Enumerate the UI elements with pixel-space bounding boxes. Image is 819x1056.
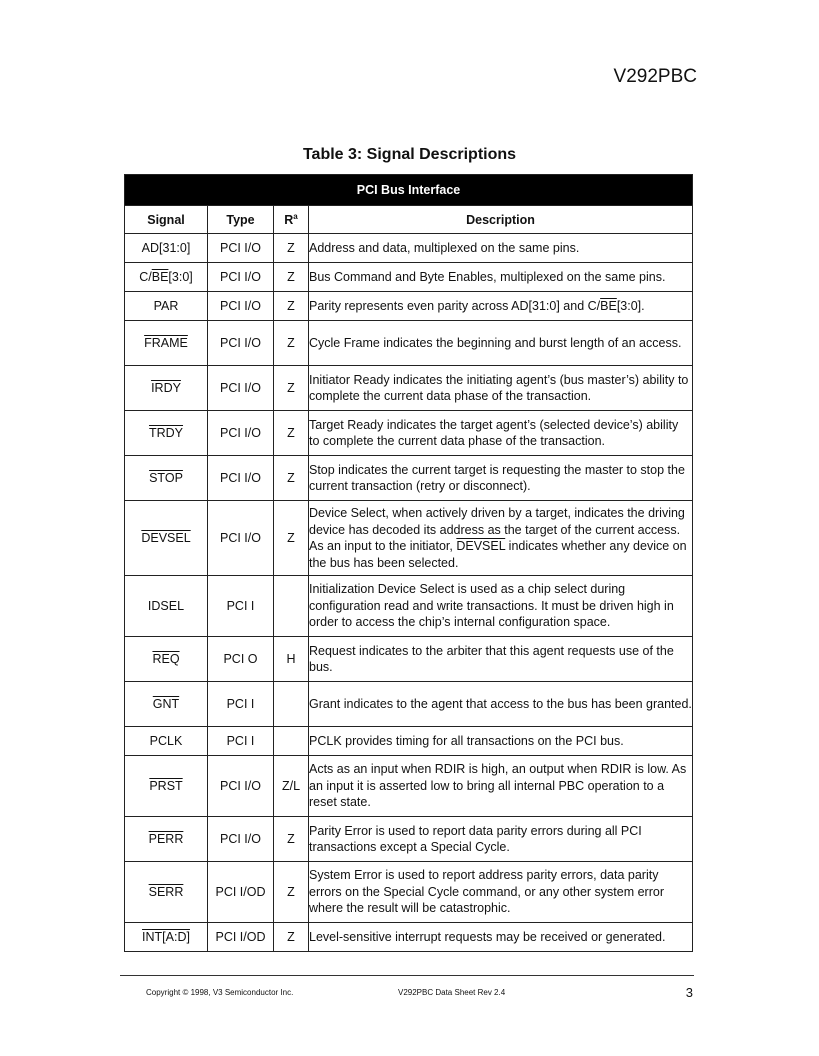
type-cell: PCI I xyxy=(208,576,274,637)
description-cell xyxy=(309,292,693,321)
signal-cell xyxy=(125,263,208,292)
type-cell: PCI I xyxy=(208,727,274,756)
description-cell: PCLK provides timing for all transactions on the PCI bus. xyxy=(309,727,693,756)
signal-table xyxy=(124,174,693,952)
description-cell: Request indicates to the arbiter that this agent requests use of the bus. xyxy=(309,637,693,682)
signal-name: $\overline{REQ}$ xyxy=(152,652,180,666)
r-cell: Z xyxy=(274,234,309,263)
table-row xyxy=(125,501,693,576)
page-number: 3 xyxy=(685,985,693,1000)
signal-cell xyxy=(125,411,208,456)
col-header-r xyxy=(274,206,309,234)
table-row xyxy=(125,234,693,263)
signal-prefix: C/ xyxy=(139,270,152,284)
table-row xyxy=(125,727,693,756)
type-cell: PCI I/OD xyxy=(208,862,274,923)
type-cell: PCI I/O xyxy=(208,292,274,321)
description-cell: Parity Error is used to report data parity errors during all PCI transactions except a Special Cycle. xyxy=(309,817,693,862)
r-cell: Z xyxy=(274,456,309,501)
signal-cell: IDSEL xyxy=(125,576,208,637)
signal-name: PERR xyxy=(148,832,184,846)
description-cell: Acts as an input when RDIR is high, an output when RDIR is low. As an input it is asserted low to bring all internal PBC operation to a reset state. xyxy=(309,756,693,817)
description-cell: Bus Command and Byte Enables, multiplexed on the same pins. xyxy=(309,263,693,292)
r-cell: Z xyxy=(274,862,309,923)
table-row xyxy=(125,292,693,321)
signal-name: $\overline{GNT}$ xyxy=(152,697,180,711)
description-cell: Address and data, multiplexed on the same pins. xyxy=(309,234,693,263)
signal-cell: PAR xyxy=(125,292,208,321)
col-header-r-text: R xyxy=(284,213,294,228)
r-cell xyxy=(274,682,309,727)
signal-suffix: [3:0] xyxy=(168,270,193,284)
r-cell xyxy=(274,727,309,756)
description-cell: Grant indicates to the agent that access to the bus has been granted. xyxy=(309,682,693,727)
table-row xyxy=(125,576,693,637)
table-row xyxy=(125,456,693,501)
signal-cell xyxy=(125,682,208,727)
table-row xyxy=(125,756,693,817)
description-prefix: Parity represents even parity across AD[31:0] and C/ xyxy=(309,298,601,313)
description-cell: Cycle Frame indicates the beginning and burst length of an access. xyxy=(309,321,693,366)
type-cell: PCI O xyxy=(208,637,274,682)
r-cell: Z xyxy=(274,321,309,366)
type-cell: PCI I/O xyxy=(208,501,274,576)
type-cell: PCI I/O xyxy=(208,234,274,263)
description-suffix: [3:0]. xyxy=(616,298,645,313)
signal-cell: AD[31:0] xyxy=(125,234,208,263)
description-cell: Initiator Ready indicates the initiating agent’s (bus master’s) ability to complete the current data phase of the transaction. xyxy=(309,366,693,411)
type-cell: PCI I xyxy=(208,682,274,727)
r-cell xyxy=(274,576,309,637)
signal-cell xyxy=(125,321,208,366)
table-row xyxy=(125,817,693,862)
signal-name: INT[A:D] xyxy=(142,930,190,944)
signal-cell: PCLK xyxy=(125,727,208,756)
signal-name: FRAME xyxy=(144,336,188,350)
signal-cell xyxy=(125,817,208,862)
type-cell: PCI I/O xyxy=(208,321,274,366)
type-cell: PCI I/O xyxy=(208,411,274,456)
col-header-signal: Signal xyxy=(125,206,208,234)
table-header-row xyxy=(125,206,693,234)
r-cell: Z xyxy=(274,263,309,292)
table-title: Table 3: Signal Descriptions xyxy=(302,146,517,163)
signal-name: IRDY xyxy=(151,381,181,395)
signal-cell xyxy=(125,501,208,576)
r-cell: Z xyxy=(274,817,309,862)
active-low-part: DEVSEL xyxy=(456,539,506,553)
table-banner: PCI Bus Interface xyxy=(125,175,693,206)
signal-cell xyxy=(125,637,208,682)
col-header-type: Type xyxy=(208,206,274,234)
footer-sheet-info: V292PBC Data Sheet Rev 2.4 xyxy=(398,988,506,997)
type-cell: PCI I/O xyxy=(208,456,274,501)
table-row xyxy=(125,862,693,923)
signal-name: PRST xyxy=(149,779,183,793)
table-row xyxy=(125,411,693,456)
active-low-part: $\overline{BE}$ xyxy=(600,298,617,313)
footer-copyright: Copyright © 1998, V3 Semiconductor Inc. xyxy=(146,988,294,997)
signal-cell xyxy=(125,862,208,923)
table-row xyxy=(125,263,693,292)
col-header-description: Description xyxy=(309,206,693,234)
signal-cell xyxy=(125,366,208,411)
active-low-part: $\overline{BE}$ xyxy=(151,270,169,284)
type-cell: PCI I/O xyxy=(208,263,274,292)
signal-name: STOP xyxy=(149,471,183,485)
signal-cell xyxy=(125,923,208,952)
col-header-r-footnote: a xyxy=(293,211,298,221)
type-cell: PCI I/O xyxy=(208,817,274,862)
signal-name: DEVSEL xyxy=(141,531,191,545)
description-suffix: indicates whether any device on the bus has been selected. xyxy=(309,539,687,570)
r-cell: Z xyxy=(274,501,309,576)
document-title: V292PBC xyxy=(613,66,697,87)
signal-cell xyxy=(125,756,208,817)
r-cell: Z/L xyxy=(274,756,309,817)
type-cell: PCI I/OD xyxy=(208,923,274,952)
signal-name: TRDY xyxy=(148,426,184,440)
type-cell: PCI I/O xyxy=(208,366,274,411)
signal-cell xyxy=(125,456,208,501)
r-cell: Z xyxy=(274,411,309,456)
description-cell: System Error is used to report address parity errors, data parity errors on the Special Cycle command, or any other system error where the result will be catastrophic. xyxy=(309,862,693,923)
footer-divider xyxy=(120,975,694,976)
table-row xyxy=(125,637,693,682)
description-cell: Level-sensitive interrupt requests may be received or generated. xyxy=(309,923,693,952)
r-cell: Z xyxy=(274,923,309,952)
r-cell: Z xyxy=(274,292,309,321)
table-row xyxy=(125,366,693,411)
description-cell xyxy=(309,501,693,576)
type-cell: PCI I/O xyxy=(208,756,274,817)
table-row xyxy=(125,321,693,366)
description-cell: Stop indicates the current target is requesting the master to stop the current transaction (retry or disconnect). xyxy=(309,456,693,501)
table-row xyxy=(125,682,693,727)
r-cell: H xyxy=(274,637,309,682)
table-row xyxy=(125,923,693,952)
signal-name: SERR xyxy=(148,885,184,899)
description-cell: Initialization Device Select is used as a chip select during configuration read and write transactions. It must be driven high in order to access the chip’s internal configuration space. xyxy=(309,576,693,637)
description-prefix: Device Select, when actively driven by a target, indicates the driving device has decoded its address as the target of the current access. As an input to the initiator, xyxy=(309,506,685,553)
r-cell: Z xyxy=(274,366,309,411)
description-cell: Target Ready indicates the target agent’s (selected device’s) ability to complete the current data phase of the transaction. xyxy=(309,411,693,456)
